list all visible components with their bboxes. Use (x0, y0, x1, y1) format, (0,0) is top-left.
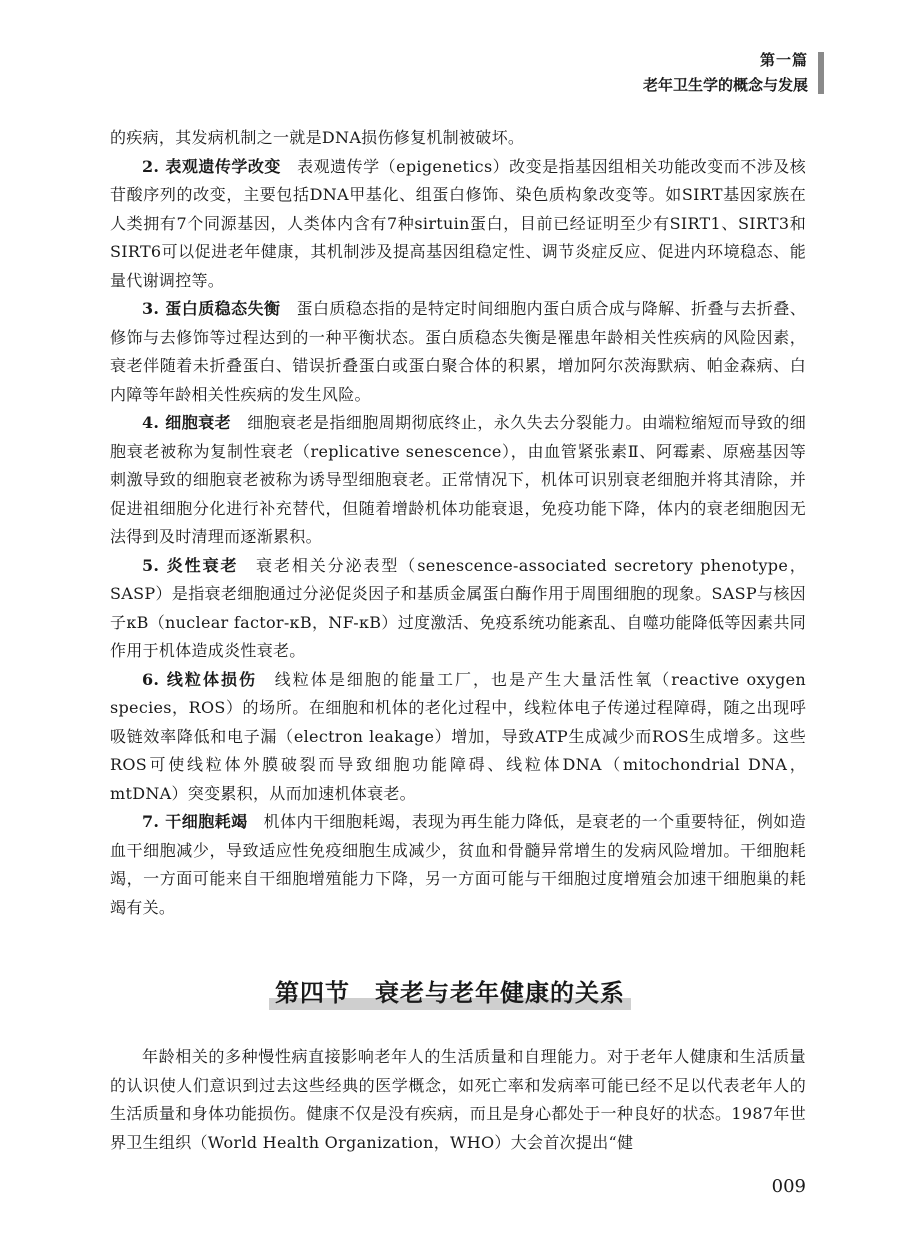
section-body (110, 1043, 806, 1157)
paragraph-text: 的疾病，其发病机制之一就是DNA损伤修复机制被破坏。 (110, 128, 525, 147)
paragraph-text: 年龄相关的多种慢性病直接影响老年人的生活质量和自理能力。对于老年人健康和生活质量的认识使人们意识到过去这些经典的医学概念，如死亡率和发病率可能已经不足以代表老年人的生活质量和身体功能损伤。健康不仅是没有疾病，而且是身心都处于一种良好的状态。1987年世界卫生组织（World Health Organization，WHO）大会首次提出“健 (110, 1047, 806, 1152)
paragraph (110, 153, 806, 296)
paragraph (110, 295, 806, 409)
chapter-title: 老年卫生学的概念与发展 (642, 76, 808, 94)
section-title: 第四节 衰老与老年健康的关系 (269, 973, 631, 1008)
paragraph-text: 细胞衰老是指细胞周期彻底终止，永久失去分裂能力。由端粒缩短而导致的细胞衰老被称为复制性衰老（replicative senescence），由血管紧张素Ⅱ、阿霉素、原癌基因等刺激导致的细胞衰老被称为诱导型细胞衰老。正常情况下，机体可识别衰老细胞并将其清除，并促进祖细胞分化进行补充替代，但随着增龄机体功能衰退，免疫功能下降，体内的衰老细胞因无法得到及时清理而逐渐累积。 (110, 413, 807, 546)
paragraph-heading: 4. 细胞衰老 (142, 413, 232, 432)
paragraph-heading: 6. 线粒体损伤 (142, 669, 258, 689)
paragraph-heading: 3. 蛋白质稳态失衡 (142, 299, 281, 318)
paragraph (110, 1043, 806, 1157)
header-marker-bar (818, 52, 824, 94)
paragraph-text: 衰老相关分泌表型（senescence-associated secretory phenotype，SASP）是指衰老细胞通过分泌促炎因子和基质金属蛋白酶作用于周围细胞的现象。SASP与核因子κB（nuclear factor-κB，NF-κB）过度激活、免疫系统功能紊乱、自噬功能降低等因素共同作用于机体造成炎性衰老。 (110, 555, 807, 660)
paragraph-text: 线粒体是细胞的能量工厂，也是产生大量活性氧（reactive oxygen species，ROS）的场所。在细胞和机体的老化过程中，线粒体电子传递过程障碍，随之出现呼吸链效率降低和电子漏（electron leakage）增加，导致ATP生成减少而ROS生成增多。这些ROS可使线粒体外膜破裂而导致细胞功能障碍、线粒体DNA（mitochondrial DNA，mtDNA）突变累积，从而加速机体衰老。 (110, 669, 806, 803)
paragraph-heading: 5. 炎性衰老 (142, 555, 239, 575)
paragraph (110, 552, 806, 666)
paragraph (110, 666, 806, 809)
body-text (110, 124, 806, 922)
section-heading (0, 973, 900, 1008)
paragraph-text: 机体内干细胞耗竭，表现为再生能力降低，是衰老的一个重要特征，例如造血干细胞减少，导致适应性免疫细胞生成减少，贫血和骨髓异常增生的发病风险增加。干细胞耗竭，一方面可能来自干细胞增殖能力下降，另一方面可能与干细胞过度增殖会加速干细胞巢的耗竭有关。 (110, 812, 806, 917)
paragraph-heading: 2. 表观遗传学改变 (142, 156, 281, 176)
paragraph (110, 808, 806, 922)
page-number: 009 (771, 1176, 806, 1197)
paragraph (110, 409, 806, 552)
running-header (643, 50, 808, 96)
paragraph-text: 蛋白质稳态指的是特定时间细胞内蛋白质合成与降解、折叠与去折叠、修饰与去修饰等过程达到的一种平衡状态。蛋白质稳态失衡是罹患年龄相关性疾病的风险因素，衰老伴随着未折叠蛋白、错误折叠蛋白或蛋白聚合体的积累，增加阿尔茨海默病、帕金森病、白内障等年龄相关性疾病的发生风险。 (110, 299, 806, 404)
paragraph-heading: 7. 干细胞耗竭 (142, 812, 248, 831)
paragraph-text: 表观遗传学（epigenetics）改变是指基因组相关功能改变而不涉及核苷酸序列的改变，主要包括DNA甲基化、组蛋白修饰、染色质构象改变等。如SIRT基因家族在人类拥有7个同源基因，人类体内含有7种sirtuin蛋白，目前已经证明至少有SIRT1、SIRT3和SIRT6可以促进老年健康，其机制涉及提高基因组稳定性、调节炎症反应、促进内环境稳态、能量代谢调控等。 (110, 156, 806, 290)
part-label: 第一篇 (759, 51, 808, 69)
paragraph (110, 124, 806, 153)
